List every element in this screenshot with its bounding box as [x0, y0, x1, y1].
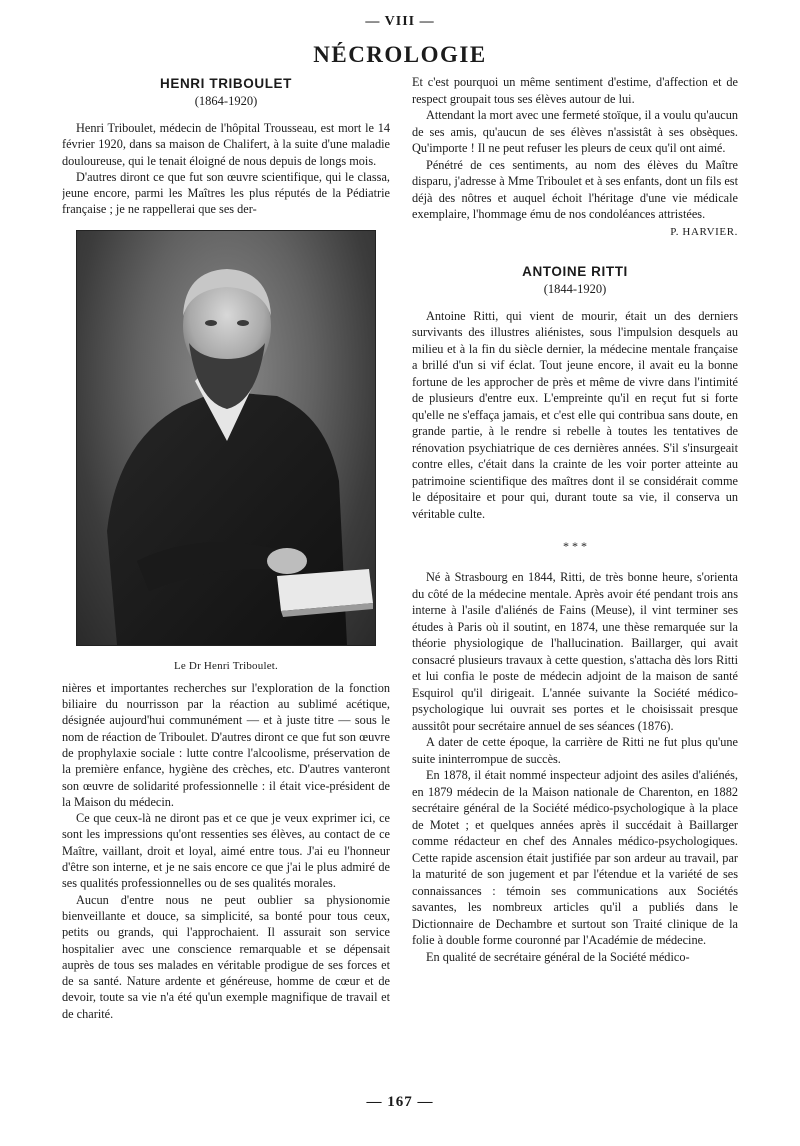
article-title-ritti: ANTOINE RITTI — [522, 263, 628, 279]
paragraph: Henri Triboulet, médecin de l'hôpital Trousseau, est mort le 14 février 1920, dans sa maison de Chalifert, à la suite d'une maladie douloureuse, qui le tenait éloigné de nous depuis de longs mois. — [62, 121, 390, 168]
article-dates-triboulet: (1864-1920) — [194, 94, 258, 108]
paragraph: Aucun d'entre nous ne peut oublier sa physionomie bienveillante et douce, sa simplicité, sa bonté pour tous ceux, petits ou grands, qui l'approchaient. Il assurait son service hospitalier avec une conscience remarquable et se dépensait auprès de tous ses malades en véritable prodigue de ses forces et de sa santé. Nature ardente et généreuse, homme de cœur et de devoir, toute sa vie n'a été qu'un exemple magnifique de travail et de charité. — [62, 892, 390, 1021]
section-rubric: NÉCROLOGIE — [313, 42, 487, 67]
article-gap — [412, 238, 738, 262]
paragraph: Antoine Ritti, qui vient de mourir, était un des derniers survivants des illustres aliénistes, sous l'impulsion desquels au milieu et à la fin du siècle dernier, la médecine mentale française a brillé d'un si vif éclat. Tout jeune encore, il avait eu la bonne fortune de les approcher de près et même de vivre dans l'intimité de plusieurs d'entre eux. L'empreinte qu'il en reçut fut si forte qu'elle ne s'effaça jamais, et c'est elle qui contribua sans doute, en grande partie, à le rendre si rebelle à toutes les tentatives de rénovation psychiatrique de ces dernières années. S'il s'insurgeait contre elles, c'était dans la crainte de les voir porter atteinte au patrimoine scientifique des maîtres dont il se considérait comme le dépositaire et pour qui, durant toute sa vie, il conserva un véritable culte. — [412, 308, 738, 521]
paragraph: Ce que ceux-là ne diront pas et ce que je veux exprimer ici, ce sont les impressions qu'ont ressenties ses élèves, au contact de ce Maître, vaillant, droit et loyal, aimé entre tous. J'ai eu l'honneur d'être son interne, et je ne sais encore ce que j'ai le plus admiré de ses qualités professionnelles ou de ses qualités morales. — [62, 811, 390, 891]
article-title-triboulet: HENRI TRIBOULET — [160, 76, 292, 91]
paragraph: En 1878, il était nommé inspecteur adjoint des asiles d'aliénés, en 1879 médecin de la Maison nationale de Charenton, en 1882 secrétaire général de la Société médico-psychologique à la place de Motet ; et quelques années après il succédait à Baillarger comme rédacteur en chef des Annales médico-psychologiques. Cette rapide ascension était justifiée par son ardeur au travail, par la maturité de son jugement et par l'étendue et la variété de ses connaissances : témoin ses communications aux Sociétés savantes, les nombreux articles qu'il a publiés dans le Dictionnaire de Dechambre et surtout son Traité clinique de la folie à double forme couronné par l'Académie de médecine. — [412, 768, 738, 947]
paragraph: D'autres diront ce que fut son œuvre scientifique, qui le classa, jeune encore, parmi les Maîtres les plus réputés de la Pédiatrie française ; je ne rappellerai que ses der- — [62, 169, 390, 217]
portrait-photo — [76, 230, 376, 646]
paragraph: Pénétré de ces sentiments, au nom des élèves du Maître disparu, j'adresse à Mme Triboulet et à ses enfants, dont un fils est déjà des nôtres et auquel échoit l'héritage d'une vie médicale exemplaire, l'hommage ému de nos condoléances attristées. — [412, 157, 738, 221]
paragraph: A dater de cette époque, la carrière de Ritti ne fut plus qu'une suite ininterrompue de succès. — [412, 735, 738, 766]
section-folio: — VIII — — [365, 14, 435, 29]
paragraph: nières et importantes recherches sur l'exploration de la fonction biliaire du nourrisson par la réaction au sublimé acétique, désignée aujourd'hui communément — et à juste titre — sous le nom de réaction de Triboulet. D'autres diront ce que fut son œuvre de prophylaxie sociale : lutte contre l'alcoolisme, préservation de la première enfance, hygiène des crèches, etc. D'autres vanteront son œuvre de solidarité professionnelle : il était vice-président de la Maison du médecin. — [62, 680, 390, 809]
portrait-illustration — [77, 231, 375, 645]
paragraph: En qualité de secrétaire général de la Société médico- — [426, 949, 690, 964]
section-separator — [412, 539, 738, 553]
portrait-figure — [62, 230, 390, 672]
left-column — [62, 74, 390, 1094]
page-number: — 167 — — [366, 1094, 434, 1110]
paragraph: Attendant la mort avec une fermeté stoïque, il a voulu qu'aucun de ses amis, qu'aucun de ses élèves n'assistât à ses obsèques. Qu'importe ! Il ne peut refuser les pleurs de ceux qu'il ont aimé. — [412, 108, 738, 155]
separator-stars: * * * — [563, 539, 587, 553]
right-column — [412, 74, 738, 1094]
paragraph: Né à Strasbourg en 1844, Ritti, de très bonne heure, s'orienta du côté de la médecine mentale. Après avoir été pendant trois ans interne à l'asile d'aliénés de Fains (Meuse), il vint terminer ses études à Paris où il soutint, en 1874, une thèse remarquée sur la théorie physiologique de l'hallucination. Baillarger, qui avait consacré plusieurs travaux à cette question, s'attacha dès lors Ritti et lui confia le poste de médecin adjoint de la maison de santé Esquirol qu'il dirigeait. L'année suivante la Société médico-psychologique lui ouvrait ses portes et le choisissait presque aussitôt pour secrétaire annuel de ses séances (1876). — [412, 570, 738, 733]
article-dates-ritti: (1844-1920) — [543, 281, 607, 296]
author-signature: P. HARVIER. — [670, 225, 738, 238]
portrait-caption: Le Dr Henri Triboulet. — [173, 659, 278, 672]
paragraph: Et c'est pourquoi un même sentiment d'estime, d'affection et de respect groupait tous ses élèves autour de lui. — [412, 75, 738, 106]
